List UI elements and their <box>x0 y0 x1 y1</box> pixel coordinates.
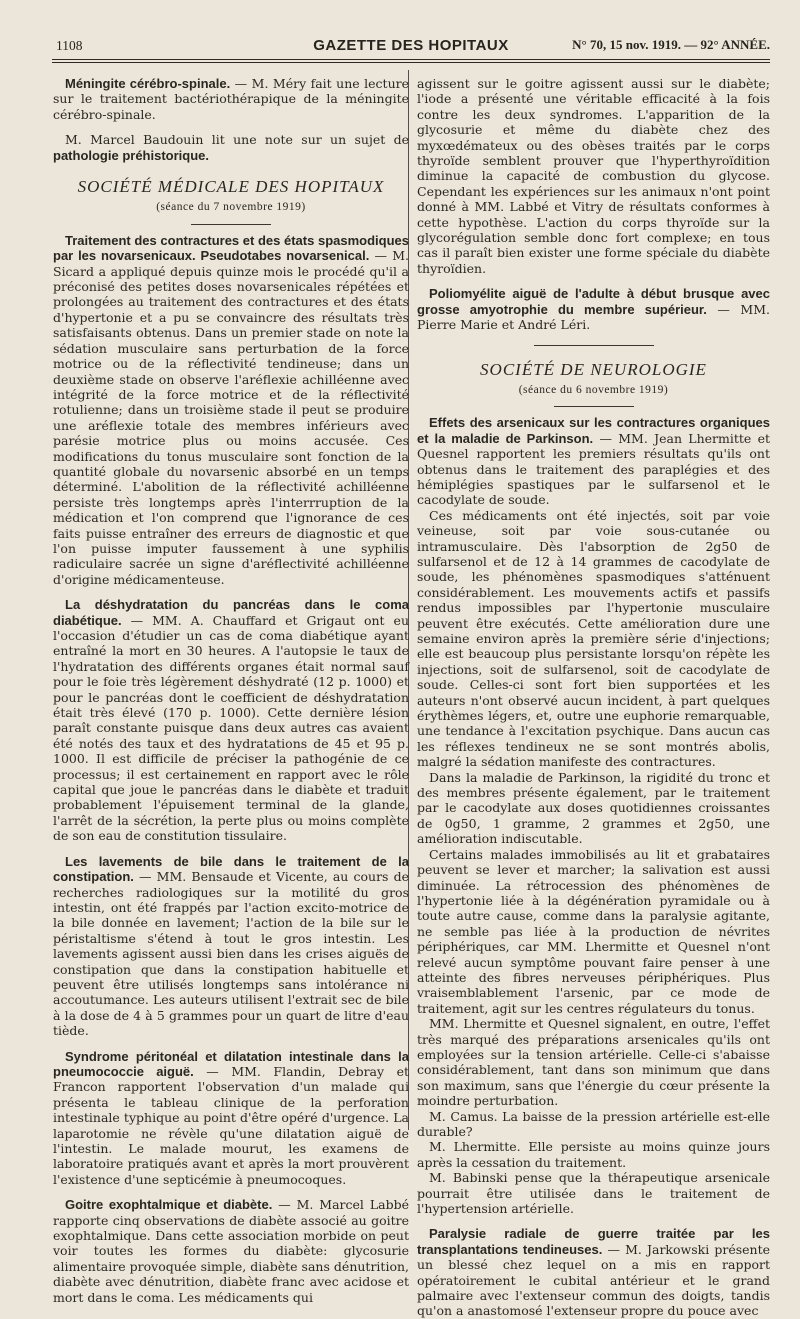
article-title: Paralysie radiale de guerre traitée par les transplantations tendineuses. <box>417 1226 770 1257</box>
article-body: — MM. Jean Lhermitte et Quesnel rapportent les premiers résultats qu'ils ont obtenus dans le traitement des paraplégies et des hémiplégies spastiques par le sulfarsenol et le cacodylate de soude. <box>417 430 770 508</box>
article-body: — M. Sicard a appliqué depuis quinze mois le procédé qu'il a préconisé des petites doses novarsenicales répétées et prolongées au traitement des contractures et des états d'hypertonie et a pu se convaincre des résultats très satisfaisants obtenus. Dans un premier stade on note la sédation musculaire sans perturbation de la force motrice ou de la réflectivité tendineuse; dans un deuxième stade on observe l'aréflexie achilléenne avec intégrité de la force motrice et de la réflectivité rotulienne; dans un troisième stade il peut se produire une aréflexie totale des membres inférieurs avec parésie motrice plus ou moins accusée. Ces modifications du tonus musculaire sont fonction de la quantité globale du novarsenic absorbé en un temps déterminé. L'abolition de la réflectivité achilléenne persiste très longtemps après l'interrruption de la médication et l'on comprend que l'ignorance de ces faits puisse entraîner des erreurs de diagnostic et que l'on puisse imputer faussement à une syphilis radiculaire sacrée un signe d'aréflectivité achilléenne d'origine médicamenteuse. <box>53 248 409 587</box>
article-paralysie <box>417 1226 770 1318</box>
article-emphasis: pathologie préhistorique. <box>53 147 210 163</box>
journal-title: GAZETTE DES HOPITAUX <box>313 37 509 54</box>
article-title: Goitre exophtalmique et diabète. <box>65 1197 273 1213</box>
article-body: — MM. A. Chauffard et Grigaut ont eu l'occasion d'étudier un cas de coma diabétique ayant entraîné la mort en 30 heures. A l'autopsie le taux de l'hydratation des différents organes était normal sauf pour le foie très légèrement déshydraté (12 p. 1000) et pour le pancréas dont le coefficient de déshydratation était très élevé (170 p. 1000). Cette dernière lésion paraît constante puisque dans deux autres cas avaient été notés des taux et des hydratations de 45 et 95 p. 1000. Il est difficile de préciser la pathogénie de ce processus; il est certainement en rapport avec le rôle capital que joue le pancréas dans le diabète et traduit probablement l'épuisement terminal de la glande, l'arrêt de la sécrétion, la perte plus ou moins complète de son eau de constitution tissulaire. <box>53 612 409 844</box>
society-heading: SOCIÉTÉ MÉDICALE DES HOPITAUX <box>77 177 385 197</box>
header-rule-double <box>52 62 770 63</box>
article-title: La déshydratation du pancréas dans le coma diabétique. <box>53 597 409 628</box>
paragraph: MM. Lhermitte et Quesnel signalent, en outre, l'effet très marqué des préparations arsenicales qu'ils ont employées sur la tension artérielle. Celle-ci s'abaisse considérablement, tant dans son minimum que dans son maximum, sans que l'énergie du cœur présente la moindre perturbation. <box>417 1016 770 1109</box>
article-baudouin <box>53 132 409 163</box>
running-header <box>52 34 770 56</box>
article-arsenicaux <box>417 415 770 507</box>
session-date: (séance du 6 novembre 1919) <box>518 383 669 396</box>
article-title: Syndrome péritonéal et dilatation intestinale dans la pneumococcie aiguë. <box>53 1048 409 1079</box>
section-rule <box>191 224 271 225</box>
article-title: Méningite cérébro-spinale. <box>65 76 231 91</box>
article-body: — M. Jarkowski présente un blessé chez lequel on a mis en rapport opératoirement le cubital antérieur et le grand palmaire avec l'extenseur commun des doigts, tandis qu'on a anastomosé l'extenseur propre du pouce avec <box>417 1241 770 1319</box>
header-rule <box>52 59 770 60</box>
article-lavements <box>53 854 409 1039</box>
paragraph: M. Babinski pense que la thérapeutique arsenicale pourrait être utilisée dans le traitement de l'hypertension artérielle. <box>417 1170 770 1217</box>
article-body: M. Marcel Baudouin lit une note sur un sujet de <box>65 132 409 148</box>
paragraph: M. Lhermitte. Elle persiste au moins quinze jours après la cessation du traitement. <box>417 1139 770 1170</box>
section-rule <box>534 345 654 346</box>
article-meningite <box>53 76 409 122</box>
page-number: 1108 <box>56 38 83 53</box>
session-date: (séance du 7 novembre 1919) <box>156 201 306 214</box>
paragraph: Dans la maladie de Parkinson, la rigidité du tronc et des membres présente également, par le traitement par le cacodylate aux doses quotidiennes croissantes de 0g50, 1 gramme, 2 grammes et 2g50, une amélioration indiscutable. <box>417 769 770 847</box>
section-rule <box>554 406 634 407</box>
article-deshydratation <box>53 597 409 844</box>
article-goitre-continued: agissent sur le goitre agissent aussi sur le diabète; l'iode a présenté une véritable efficacité à la fois contre les deux syndromes. L'apparition de la glycosurie et même du diabète chez des myxœdémateux ou des obèses traités par le corps thyroïde semblent prouver que l'hyperthyroïdition diminue la capacité de combustion du glycose. Cependant les expériences sur les animaux n'ont point donné à MM. Labbé et Vitry de résultats conformes à cette hypothèse. L'action du corps thyroïde sur la glycorégulation semble donc fort complexe; en tous cas il paraît bien exister une forme spéciale du diabète thyroïdien. <box>417 76 770 276</box>
paragraph: Certains malades immobilisés au lit et grabataires peuvent se lever et marcher; la salivation est aussi diminuée. La rétrocession des phénomènes de l'hypertonie liée à la dégénération pyramidale ou à toute autre cause, comme dans la paralysie agitante, ne semble pas liée à la production de névrites périphériques, car MM. Lhermitte et Quesnel n'ont relevé aucun symptôme pouvant faire penser à une atteinte des fibres nerveuses périphériques. Plus vraisemblablement l'arsenic, par ce mode de traitement, agit sur les centres régulateurs du tonus. <box>417 846 770 1016</box>
article-body: — M. Méry fait une lecture sur le traitement bactériothérapique de la méningite cérébro-spinale. <box>53 76 409 122</box>
article-body: — MM. Flandin, Debray et Francon rapportent l'observation d'un malade qui présenta le tableau clinique de la perforation intestinale typhique au point d'être opéré d'urgence. La laparotomie ne révèle qu'une dilatation aiguë de l'intestin. Le malade mourut, les examens de laboratoire pratiqués avant et après la mort prouvèrent l'existence d'une septicémie à pneumocoques. <box>53 1063 410 1187</box>
article-poliomyelite <box>417 286 770 332</box>
article-goitre <box>53 1197 409 1305</box>
paragraph: Ces médicaments ont été injectés, soit par voie veineuse, soit par voie sous-cutanée ou intramusculaire. Dès l'absorption de 2g50 de sulfarsenol et de 12 à 14 grammes de cacodylate de soude, les phénomènes spasmodiques s'atténuent considérablement. Les mouvements actifs et passifs rendus impossibles par l'hypertonie musculaire peuvent être exécutés. Cette amélioration dure une semaine environ après la première série d'injections; elle est beaucoup plus persistante lorsqu'on répète les injections, soit de sulfarsenol, soit de cacodylate de soude. Celles-ci sont fort bien supportées et les auteurs n'ont observé aucun incident, à part quelques érythèmes légers, et, outre une euphorie remarquable, une tendance à l'excitation psychique. Dans aucun cas les réflexes tendineux ne se sont montrés abolis, malgré la sédation manifeste des contractures. <box>417 507 770 770</box>
article-body: — M. Marcel Labbé rapporte cinq observations de diabète associé au goitre exophtalmique. Dans cette association morbide on peut voir toutes les formes du diabète: glycosurie alimentaire provoquée simple, diabète sans dénutrition, diabète avec dénutrition, diabète franc avec acidose et mort dans le coma. Les médicaments qui <box>53 1197 409 1305</box>
article-contractures <box>53 233 409 587</box>
article-title: Poliomyélite aiguë de l'adulte à début brusque avec grosse amyotrophie du membre supérieur. <box>417 286 770 317</box>
article-title: Traitement des contractures et des états spasmodiques par les novarsenicaux. Pseudotabes novarsenical. <box>53 232 409 264</box>
paragraph: M. Camus. La baisse de la pression artérielle est-elle durable? <box>417 1108 770 1139</box>
issue-info: N° 70, 15 nov. 1919. — 92° ANNÉE. <box>572 37 770 52</box>
article-title: Les lavements de bile dans le traitement de la constipation. <box>53 853 409 885</box>
article-syndrome <box>53 1049 409 1188</box>
society-heading: SOCIÉTÉ DE NEUROLOGIE <box>480 359 707 379</box>
left-column <box>53 76 409 1305</box>
article-body: — MM. Pierre Marie et André Léri. <box>417 301 770 333</box>
article-title: Effets des arsenicaux sur les contractures organiques et la maladie de Parkinson. <box>417 415 770 446</box>
article-body: — MM. Bensaude et Vicente, au cours de recherches radiologiques sur la motilité du gros intestin, ont été frappés par l'action excito-motrice de la bile donnée en lavement; l'action de la bile sur le péristaltisme s'étend à tout le gros intestin. Les lavements agissent aussi bien dans les crises aiguës de constipation que dans la constipation habituelle et peuvent être utilisés longtemps sans intolérance ni accoutumance. Les auteurs utilisent l'extrait sec de bile à la dose de 4 à 5 grammes pour un quart de litre d'eau tiède. <box>53 869 409 1039</box>
right-column <box>417 76 770 1319</box>
